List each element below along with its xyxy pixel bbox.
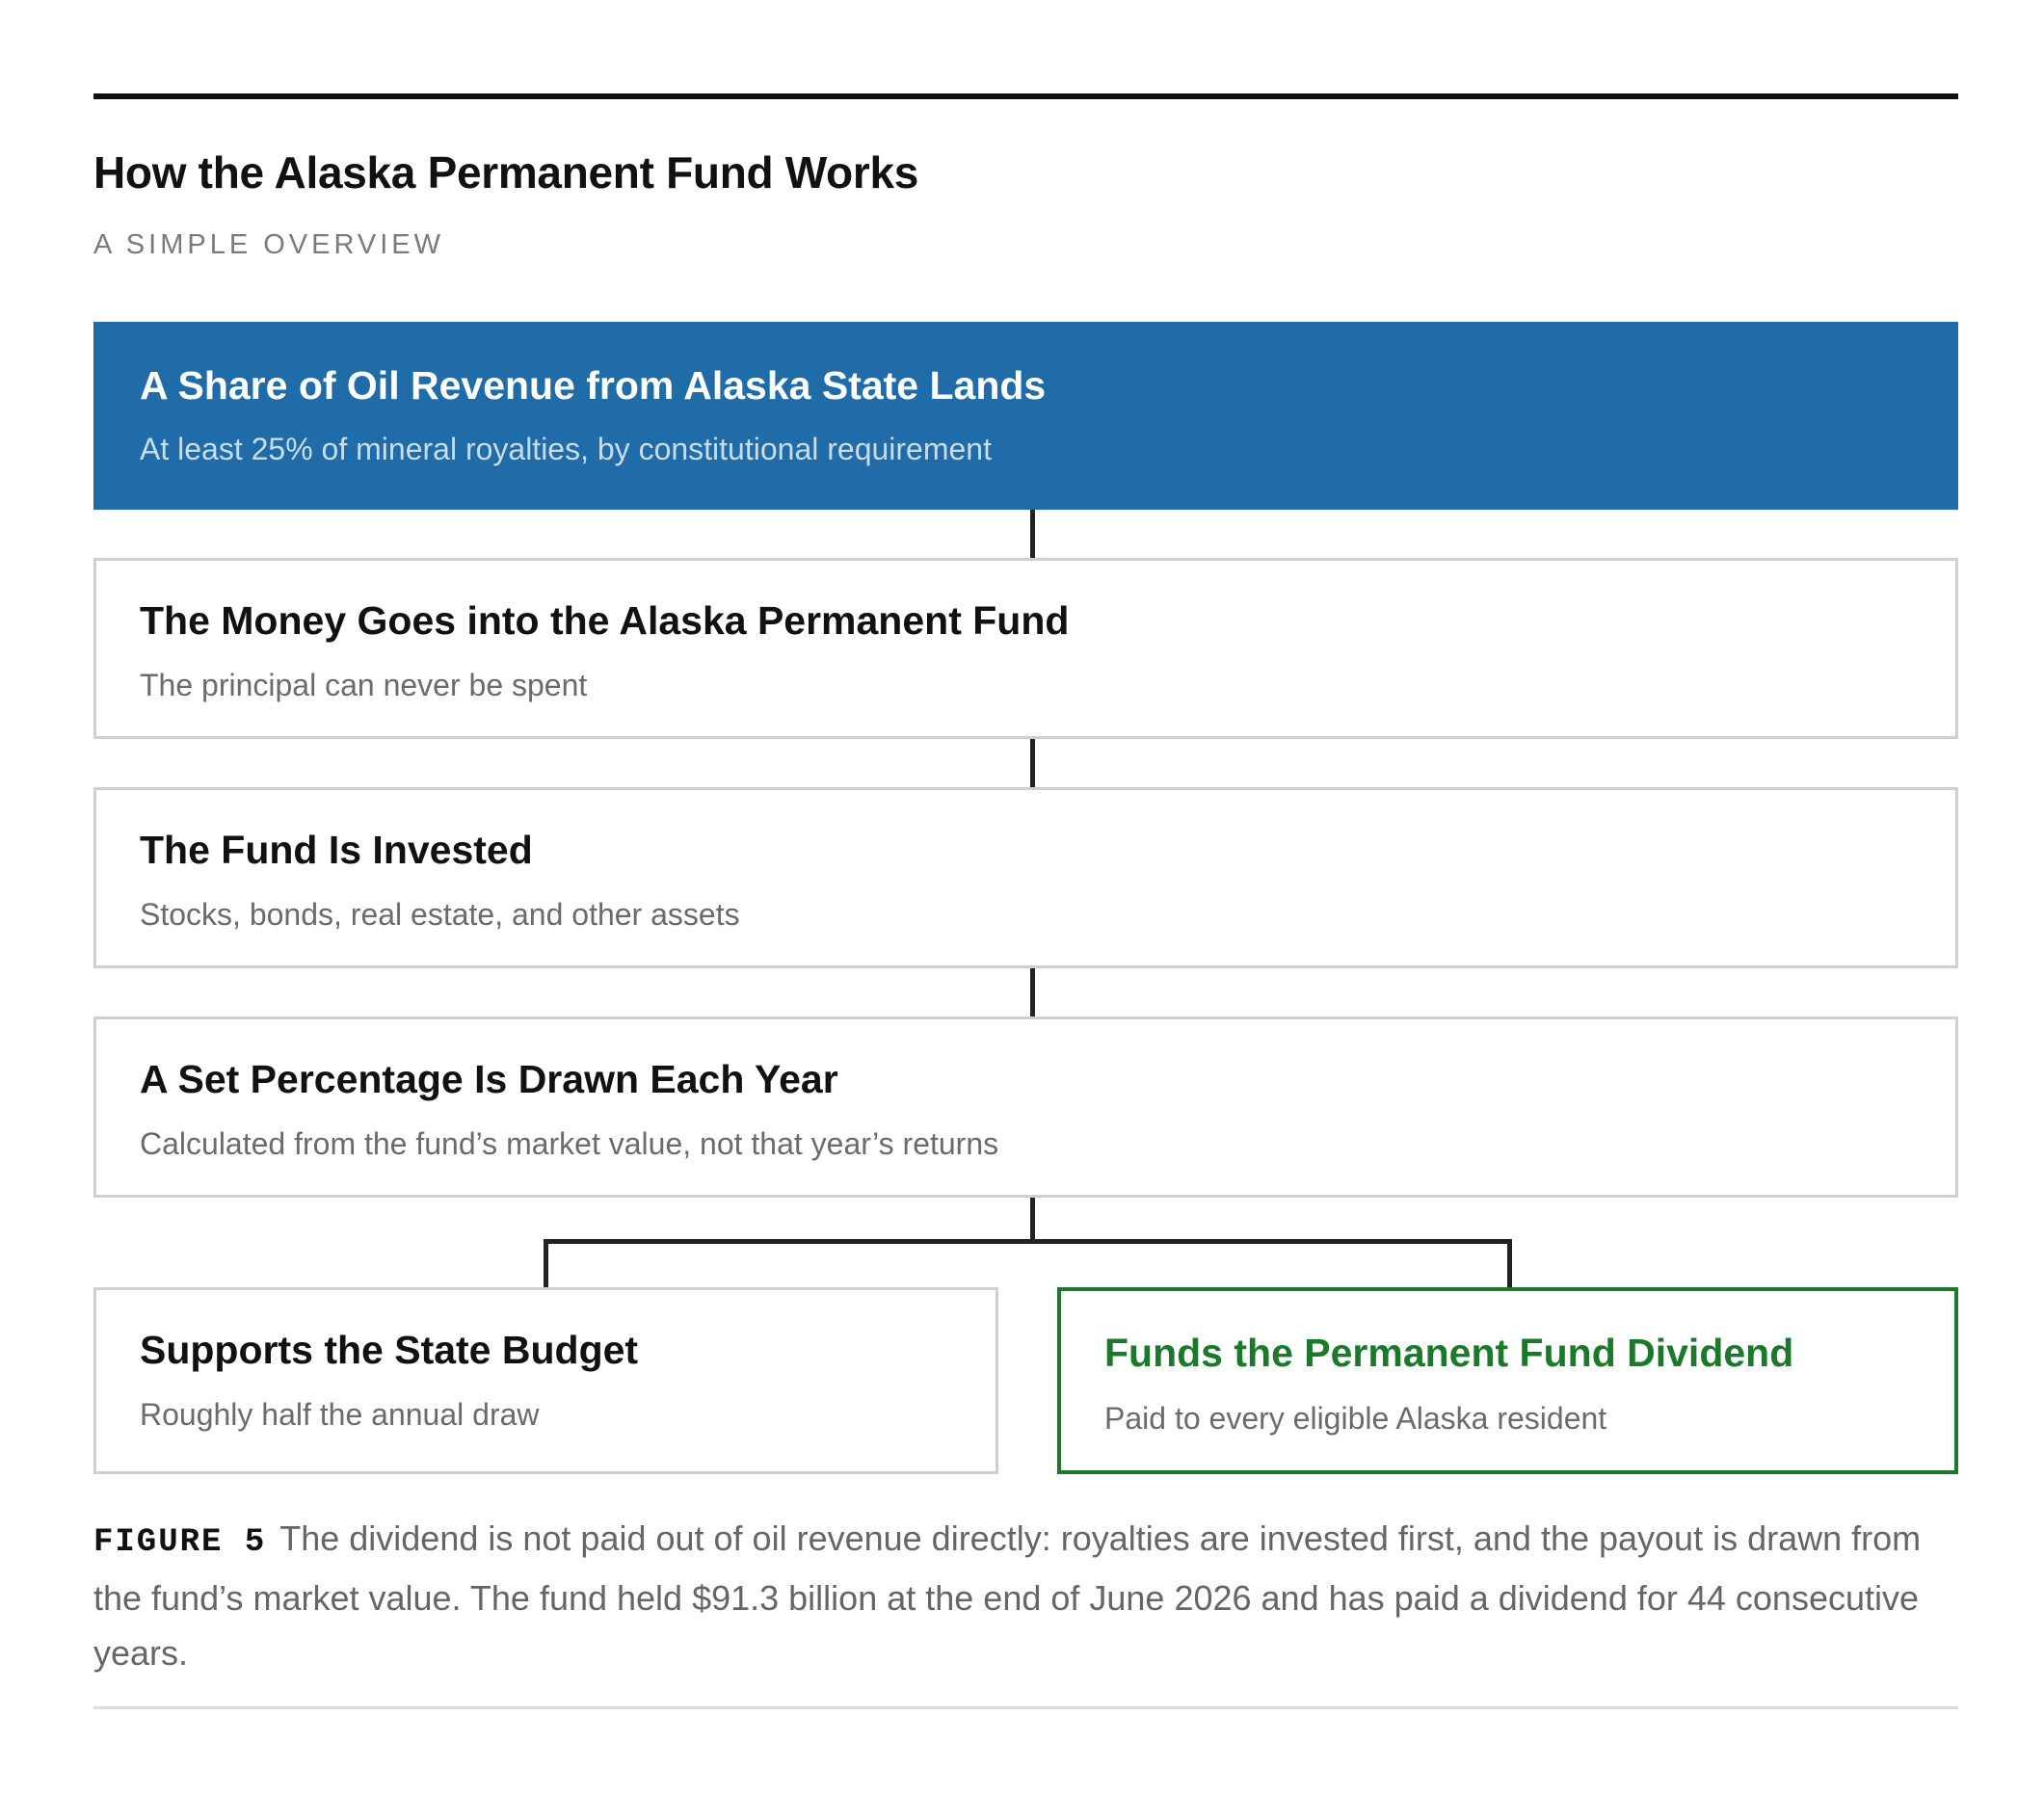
outcome-budget-title: Supports the State Budget xyxy=(140,1328,639,1372)
diagram-title: How the Alaska Permanent Fund Works xyxy=(93,147,919,198)
diagram-subtitle: A SIMPLE OVERVIEW xyxy=(93,229,445,260)
connector-draw-stem xyxy=(1030,1198,1035,1244)
step-draw-title: A Set Percentage Is Drawn Each Year xyxy=(140,1057,838,1101)
step-fund-description: The principal can never be spent xyxy=(140,668,588,702)
connector-invest-to-draw xyxy=(1030,968,1035,1016)
connector-to-budget xyxy=(544,1239,548,1287)
connector-split-horizontal xyxy=(544,1239,1512,1244)
outcome-box-dividend xyxy=(1057,1287,1958,1474)
figure-caption xyxy=(93,1511,1958,1680)
connector-to-dividend xyxy=(1507,1239,1512,1287)
outcome-dividend-title: Funds the Permanent Fund Dividend xyxy=(1104,1331,1794,1375)
outcome-budget-description: Roughly half the annual draw xyxy=(140,1397,540,1432)
figure-caption-text: The dividend is not paid out of oil revenue directly: royalties are invested first, and the payout is drawn from the fund’s market value. The fund held $91.3 billion at the end of June 2026 and has paid a dividend for 44 consecutive years. xyxy=(93,1518,1922,1673)
source-box-description: At least 25% of mineral royalties, by constitutional requirement xyxy=(140,432,992,466)
step-fund-title: The Money Goes into the Alaska Permanent Fund xyxy=(140,598,1070,643)
step-invest-title: The Fund Is Invested xyxy=(140,828,533,872)
connector-source-to-fund xyxy=(1030,510,1035,558)
step-box-annual-draw xyxy=(93,1016,1958,1198)
bottom-rule xyxy=(93,1706,1958,1709)
source-box-title: A Share of Oil Revenue from Alaska State Lands xyxy=(140,363,1047,408)
step-box-permanent-fund xyxy=(93,558,1958,739)
top-rule xyxy=(93,93,1958,99)
figure-label: FIGURE 5 xyxy=(93,1524,267,1561)
source-box-oil-revenue xyxy=(93,322,1958,510)
step-draw-description: Calculated from the fund’s market value, not that year’s returns xyxy=(140,1126,999,1161)
step-invest-description: Stocks, bonds, real estate, and other assets xyxy=(140,897,740,932)
outcome-box-state-budget xyxy=(93,1287,998,1474)
connector-fund-to-invest xyxy=(1030,739,1035,787)
step-box-invested xyxy=(93,787,1958,968)
outcome-dividend-description: Paid to every eligible Alaska resident xyxy=(1104,1401,1607,1436)
